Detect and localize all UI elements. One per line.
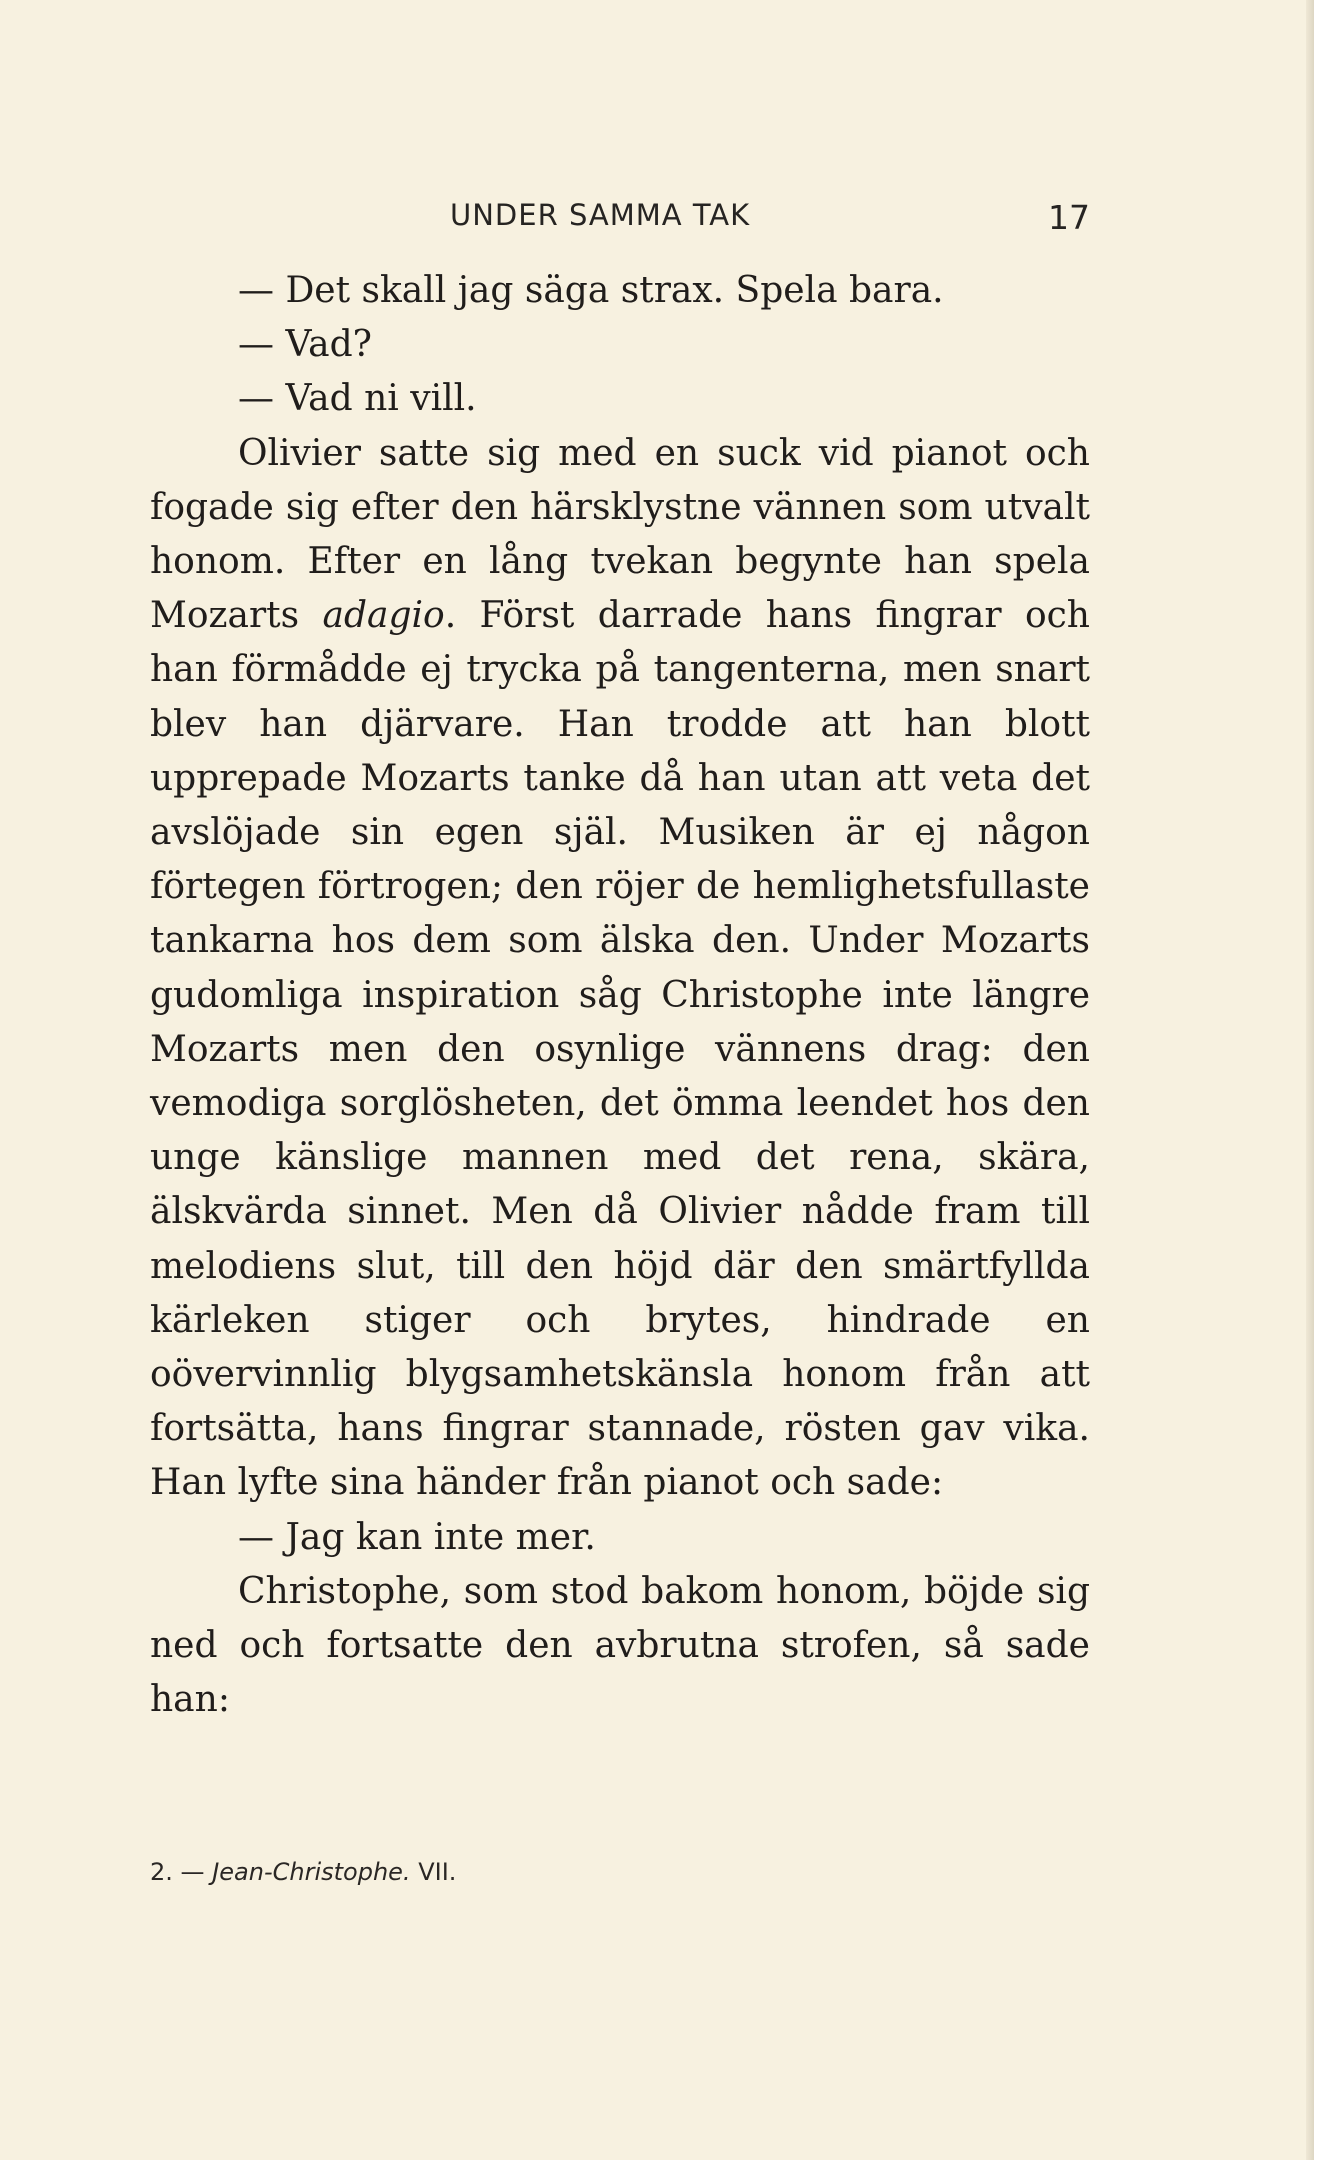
dialog-line-3: — Vad ni vill. [238, 378, 477, 420]
running-title: UNDER SAMMA TAK [450, 198, 751, 232]
dialog-line-4: — Jag kan inte mer. [238, 1516, 596, 1558]
page-header [450, 198, 1090, 242]
signature-number: 2. [150, 1858, 173, 1886]
volume-number: VII. [418, 1858, 457, 1886]
paragraph-1-italic: adagio [322, 595, 445, 637]
body-text [150, 264, 1090, 1727]
dialog-line-2: — Vad? [238, 324, 372, 366]
book-title: Jean-Christophe. [212, 1858, 411, 1886]
footer-dash: — [180, 1858, 205, 1886]
paragraph-1 [150, 427, 1090, 1511]
paragraph-1-part-2: . Först darrade hans fingrar och han förmådde ej trycka på tangenterna, men snart blev han djärvare. Han trodde att han blott upprepade Mozarts tanke då han utan att veta det avslöjade sin egen själ. Musiken är ej någon förtegen förtrogen; den röjer de hemlighetsfullaste tankarna hos dem som älska den. Under Mozarts gudomliga inspiration såg Christophe inte längre Mozarts men den osynlige vännens drag: den vemodiga sorglösheten, det ömma leendet hos den unge känslige mannen med det rena, skära, älskvärda sinnet. Men då Olivier nådde fram till melodiens slut, till den höjd där den smärtfyllda kärleken stiger och brytes, hindrade en oövervinnlig blygsamhetskänsla honom från att fortsätta, hans fingrar stannade, rösten gav vika. Han lyfte sina händer från pianot och sade: [150, 595, 1090, 1504]
paragraph-2: Christophe, som stod bakom honom, böjde sig ned och fortsatte den avbrutna strofen, så sade han: [150, 1570, 1090, 1721]
paragraph-1-part-1: Olivier satte sig med en suck vid pianot och fogade sig efter den härsklystne vännen som utvalt honom. Efter en lång tvekan begynte han spela Mozarts [150, 432, 1090, 637]
page-number: 17 [1048, 198, 1090, 237]
page-edge [1306, 0, 1314, 2160]
signature-footer [150, 1858, 456, 1886]
dialog-line-1: — Det skall jag säga strax. Spela bara. [238, 270, 944, 311]
